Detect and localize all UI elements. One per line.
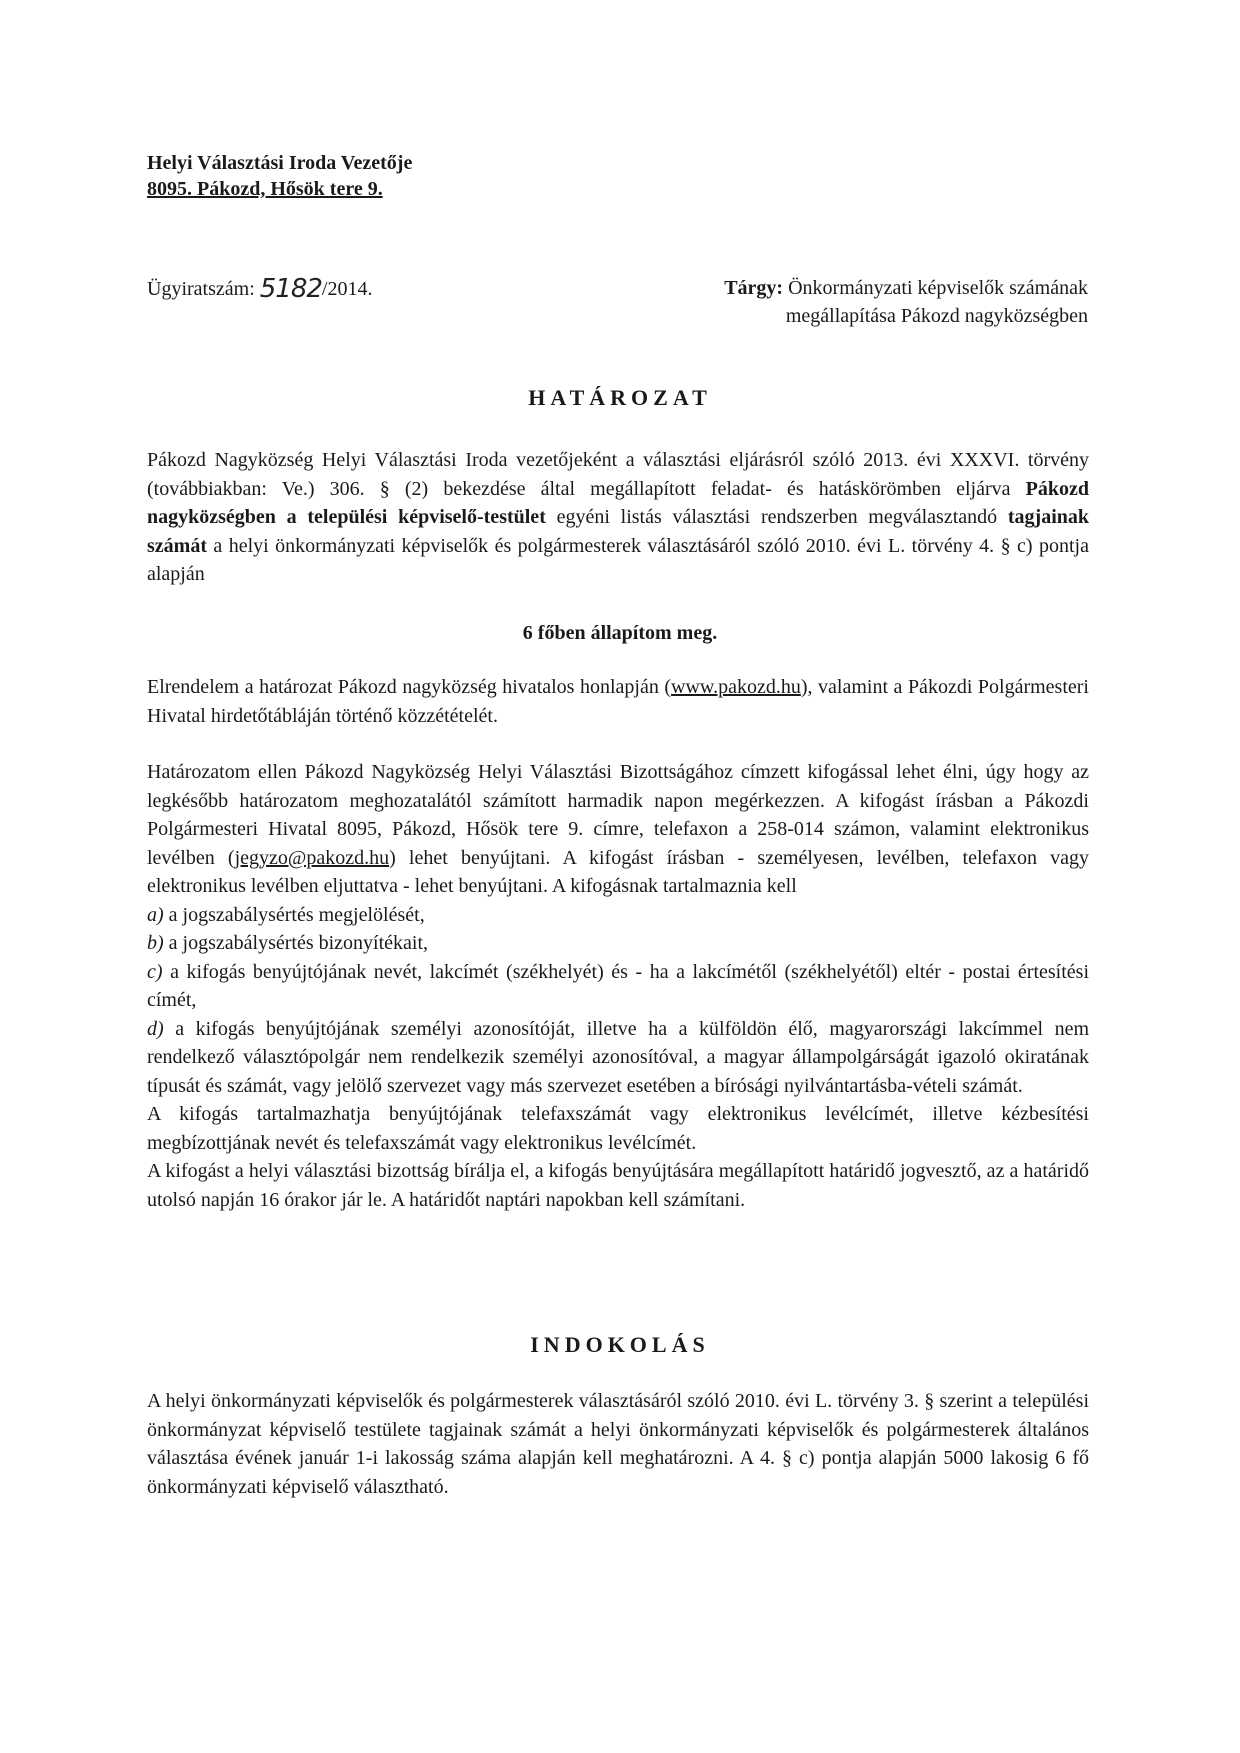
item-letter: a): [147, 903, 164, 926]
email-link[interactable]: jegyzo@pakozd.hu: [234, 846, 390, 869]
item-letter: c): [147, 960, 163, 983]
issuer-block: [147, 150, 412, 202]
appeal-item-a: [147, 901, 1089, 930]
appeal-text-1: Határozatom ellen Pákozd Nagyközség Helyi Választási Bizottságához címzett kifogással lehet élni, úgy hogy az legkésőbb határozatom meghozatalától számított harmadik napon megérkezzen. A kifogást írásban a Pákozdi Polgármesteri Hivatal 8095, Pákozd, Hősök tere 9. címre, telefaxon a 258-014 számon, valamint elektronikus levélben (: [147, 761, 1089, 869]
decision-title: HATÁROZAT: [528, 385, 712, 410]
appeal-extra-1: A kifogás tartalmazhatja benyújtójának telefaxszámát vagy elektronikus levélcímét, illetve kézbesítési megbízottjának nevét és telefaxszámát vagy elektronikus levélcímét.: [147, 1103, 1089, 1154]
reasoning-title: INDOKOLÁS: [530, 1332, 710, 1357]
publication-text-2: ), valamint a Pákozdi Polgármesteri Hivatal hirdetőtábláján történő közzétételét.: [147, 676, 1089, 727]
item-letter: d): [147, 1017, 164, 1040]
item-letter: b): [147, 932, 164, 954]
case-number: [147, 274, 372, 302]
website-link[interactable]: www.pakozd.hu: [671, 676, 801, 698]
item-text: a kifogás benyújtójának személyi azonosítóját, illetve ha a külföldön élő, magyarországi lakcímmel nem rendelkező választópolgár nem rendelkezik személyi azonosítóval, a magyar állampolgárságát igazoló okiratának típusát és számát, vagy jelölő szervezet vagy más szervezet esetében a bírósági nyilvántartásba-vételi számát.: [147, 1017, 1089, 1097]
decision-statement: 6 főben állapítom meg.: [522, 622, 718, 644]
subject-line-2: megállapítása Pákozd nagyközségben: [785, 305, 1088, 327]
subject-label: Tárgy:: [724, 277, 784, 299]
intro-text-3: a helyi önkormányzati képviselők és polgármesterek választásáról szóló 2010. évi L. törvény 4. § c) pontja alapján: [147, 534, 1089, 585]
appeal-item-b: [147, 929, 1089, 958]
reasoning-paragraph: A helyi önkormányzati képviselők és polgármesterek választásáról szóló 2010. évi L. törvény 3. § szerint a települési önkormányzat képviselő testülete tagjainak számát a helyi önkormányzati képviselők és polgármesterek általános választása évének január 1-i lakosság száma alapján kell meghatározni. A 4. § c) pontja alapján 5000 lakosig 6 fő önkormányzati képviselő választható.: [147, 1390, 1089, 1498]
intro-text-2: egyéni listás választási rendszerben megválasztandó: [545, 506, 1008, 528]
publication-text-1: Elrendelem a határozat Pákozd nagyközség hivatalos honlapján (: [147, 676, 672, 698]
appeal-paragraph: [147, 758, 1089, 1214]
issuer-address: 8095. Pákozd, Hősök tere 9.: [147, 178, 383, 200]
intro-bold-2: tagjainak számát: [147, 506, 1089, 557]
appeal-text-2: ) lehet benyújtani. A kifogást írásban - személyesen, levélben, telefaxon vagy elektronikus levélben eljuttatva - lehet benyújtani. A kifogásnak tartalmaznia kell: [147, 846, 1090, 897]
case-number-label: Ügyiratszám:: [147, 278, 255, 300]
intro-paragraph: [147, 446, 1089, 589]
item-text: a jogszabálysértés megjelölését,: [163, 903, 425, 926]
intro-bold-1: Pákozd nagyközségben a települési képviselő-testület: [147, 477, 1089, 528]
intro-text-1: Pákozd Nagyközség Helyi Választási Iroda vezetőjeként a választási eljárásról szóló 2013. évi XXXVI. törvény (továbbiakban: Ve.) 306. § (2) bekezdése által megállapított feladat- és hatáskörömben eljárva: [147, 449, 1089, 500]
item-text: a jogszabálysértés bizonyítékait,: [163, 932, 429, 954]
subject-line-1: Önkormányzati képviselők számának: [788, 277, 1088, 299]
subject-block: [634, 274, 1088, 330]
case-number-handwritten: 5182: [259, 274, 322, 304]
case-number-year: /2014.: [321, 278, 373, 300]
issuer-office: Helyi Választási Iroda Vezetője: [147, 152, 413, 174]
appeal-extra-2: A kifogást a helyi választási bizottság bírálja el, a kifogás benyújtására megállapított határidő jogvesztő, az a határidő utolsó napján 16 órakor jár le. A határidőt naptári napokban kell számítani.: [147, 1160, 1089, 1211]
item-text: a kifogás benyújtójának nevét, lakcímét (székhelyét) és - ha a lakcímétől (székhelyétől) eltér - postai értesítési címét,: [147, 960, 1089, 1011]
appeal-item-c: [147, 958, 1089, 1015]
appeal-item-d: [147, 1015, 1089, 1101]
publication-paragraph: [147, 673, 1089, 730]
